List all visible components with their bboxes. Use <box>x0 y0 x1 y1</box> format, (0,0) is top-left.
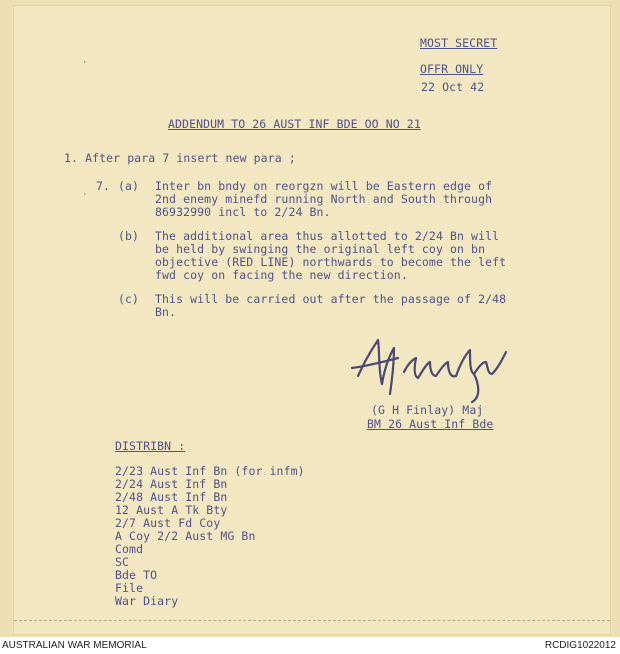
distribution-item: A Coy 2/2 Aust MG Bn <box>115 529 256 543</box>
archive-reference: RCDIG1022012 <box>544 640 616 651</box>
document-page <box>14 6 610 634</box>
margin-dot: · <box>82 190 88 200</box>
distribution-heading: DISTRIBN : <box>115 439 186 453</box>
handwritten-signature <box>348 328 518 408</box>
classification-label: MOST SECRET <box>420 36 498 50</box>
subpara-c-line: This will be carried out after the passage of 2/48 <box>155 292 507 306</box>
signatory-name: (G H Finlay) Maj <box>371 403 484 417</box>
subpara-b-line: The additional area thus allotted to 2/24 Bn will <box>155 229 500 243</box>
page-bottom-edge <box>14 620 610 621</box>
signatory-appointment: BM 26 Aust Inf Bde <box>367 417 494 431</box>
subpara-b-line: objective (RED LINE) northwards to become the left <box>155 255 507 269</box>
distribution-item: SC <box>115 555 130 569</box>
subpara-b-line: be held by swinging the original left coy on bn <box>155 242 486 256</box>
distribution-item: 12 Aust A Tk Bty <box>115 503 228 517</box>
document-title: ADDENDUM TO 26 AUST INF BDE OO NO 21 <box>168 117 421 131</box>
subpara-c-line: Bn. <box>155 305 177 319</box>
distribution-item: 2/24 Aust Inf Bn <box>115 477 228 491</box>
distribution-item: Bde TO <box>115 568 158 582</box>
distribution-item: 2/23 Aust Inf Bn (for infm) <box>115 464 305 478</box>
subpara-c-label: (c) <box>118 292 140 306</box>
archive-name: AUSTRALIAN WAR MEMORIAL <box>2 640 147 651</box>
distribution-item: 2/48 Aust Inf Bn <box>115 490 228 504</box>
item-1: 1. After para 7 insert new para ; <box>64 151 296 165</box>
subpara-b-label: (b) <box>118 229 140 243</box>
distribution-item: 2/7 Aust Fd Coy <box>115 516 221 530</box>
archive-footer <box>0 637 620 654</box>
distribution-item: Comd <box>115 542 144 556</box>
distribution-item: File <box>115 581 144 595</box>
subpara-a-line: 2nd enemy minefd running North and South through <box>155 192 493 206</box>
subpara-a-line: Inter bn bndy on reorgzn will be Eastern edge of <box>155 179 493 193</box>
margin-dot: · <box>82 58 88 68</box>
restriction-label: OFFR ONLY <box>420 62 484 76</box>
distribution-item: War Diary <box>115 594 179 608</box>
para-7-number: 7. <box>96 179 111 193</box>
subpara-a-label: (a) <box>118 179 140 193</box>
subpara-b-line: fwd coy on facing the new direction. <box>155 268 408 282</box>
subpara-a-line: 86932990 incl to 2/24 Bn. <box>155 205 331 219</box>
document-date: 22 Oct 42 <box>421 80 485 94</box>
